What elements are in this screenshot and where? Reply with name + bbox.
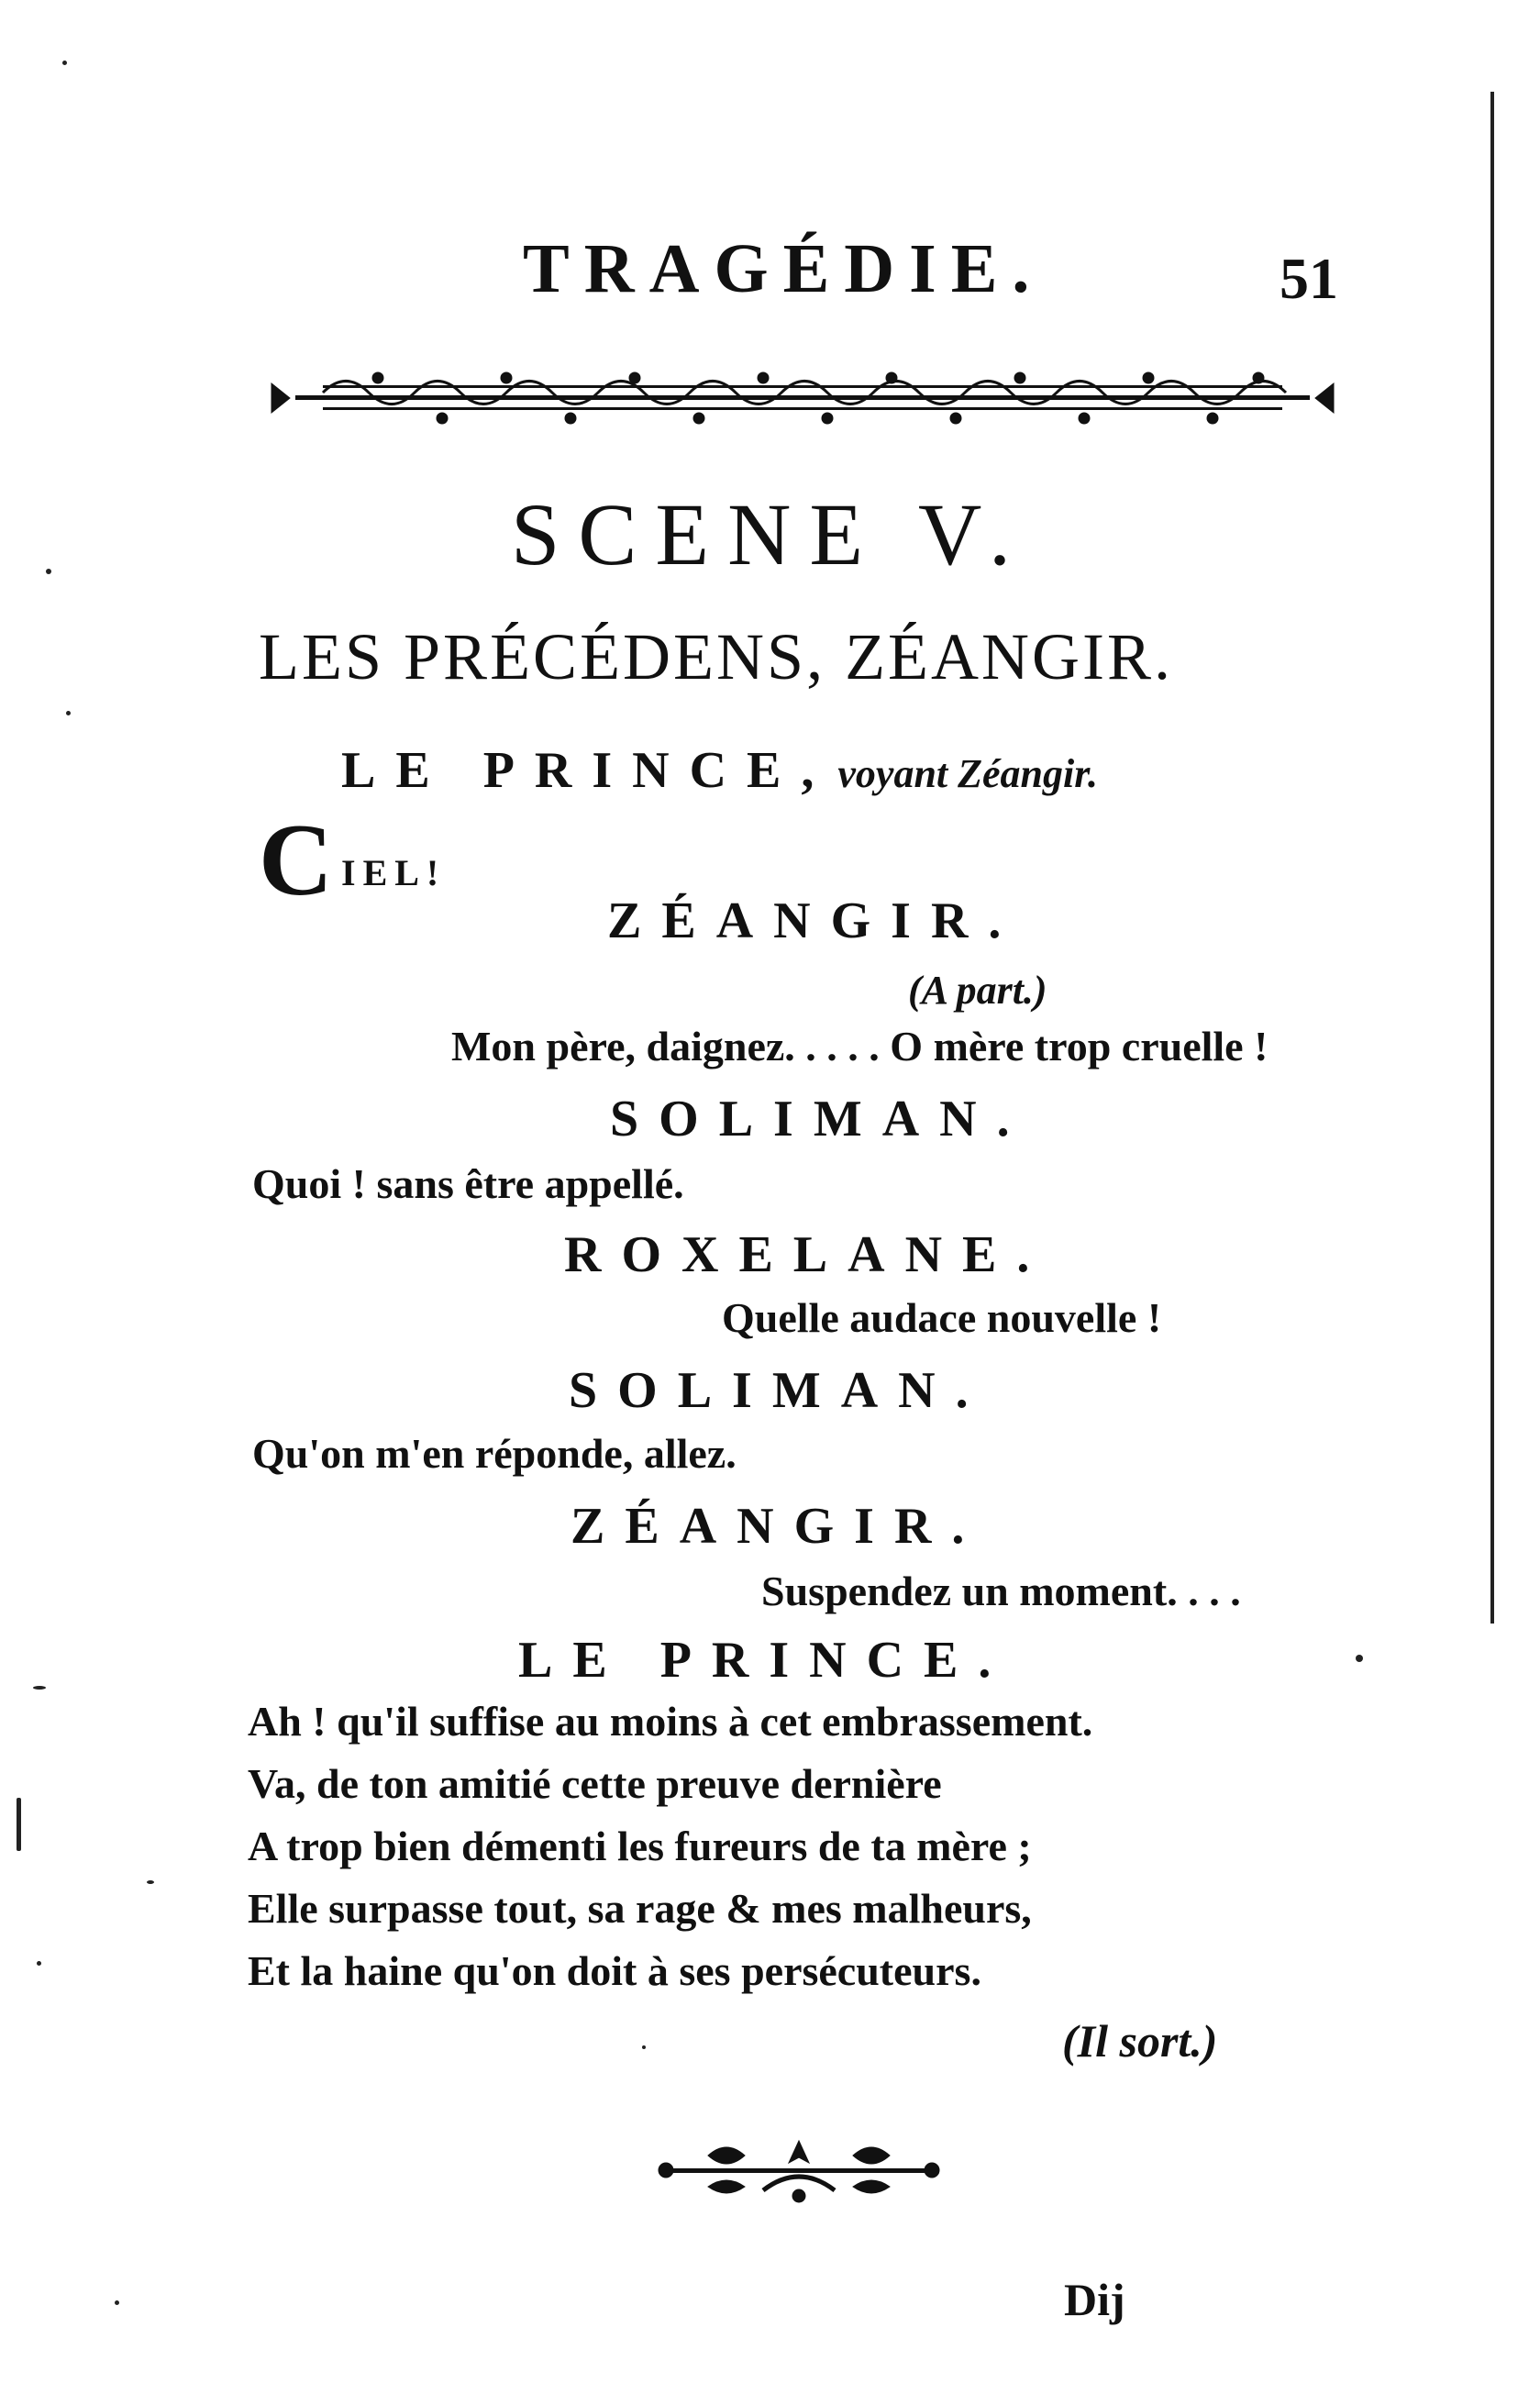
drop-cap: C	[259, 804, 333, 917]
scene-title-word: SCENE	[511, 485, 882, 583]
scene-characters: LES PRÉCÉDENS, ZÉANGIR.	[259, 620, 1174, 693]
speaker-name: ROXELANE.	[564, 1226, 1050, 1283]
speaker-name: ZÉANGIR.	[607, 892, 1022, 949]
speaker-name: LE PRINCE.	[518, 1632, 1012, 1689]
scene-title-numeral: V.	[918, 485, 1029, 583]
verse-line: IEL!	[341, 852, 447, 893]
page-edge-rule	[1490, 92, 1494, 1624]
speaker-name: LE PRINCE,	[341, 742, 835, 799]
scan-speck	[33, 1686, 46, 1690]
page-number: 51	[1280, 246, 1338, 311]
verse-line: A trop bien démenti les fureurs de ta mère ;	[248, 1823, 1032, 1869]
running-title: TRAGÉDIE.	[523, 230, 1045, 307]
scan-speck	[17, 1798, 21, 1851]
verse-line: Elle surpasse tout, sa rage & mes malheurs,	[248, 1885, 1032, 1932]
speech-heading	[341, 742, 1098, 799]
scan-speck	[1356, 1655, 1363, 1662]
verse-line: Quoi ! sans être appellé.	[252, 1160, 684, 1207]
speaker-name: ZÉANGIR.	[571, 1498, 985, 1555]
scan-speck	[147, 1880, 154, 1884]
speaker-name: SOLIMAN.	[569, 1362, 989, 1419]
verse-line: Va, de ton amitié cette preuve dernière	[248, 1760, 942, 1807]
tailpiece-ornament	[653, 2135, 945, 2207]
scan-speck	[115, 2300, 119, 2305]
headpiece-ornament	[268, 365, 1337, 431]
stage-direction: (A part.)	[908, 968, 1047, 1013]
verse-line: Quelle audace nouvelle !	[722, 1294, 1162, 1341]
scan-speck	[46, 569, 51, 574]
signature-mark: Dij	[1064, 2274, 1125, 2325]
verse-line: Mon père, daignez. . . . . O mère trop cruelle !	[451, 1023, 1269, 1070]
scan-speck	[66, 711, 71, 715]
verse-line: Qu'on m'en réponde, allez.	[252, 1430, 737, 1477]
scene-title	[0, 485, 1540, 583]
verse-line: Et la haine qu'on doit à ses persécuteurs.	[248, 1947, 981, 1994]
scan-speck	[62, 61, 67, 65]
scan-speck	[37, 1961, 41, 1966]
verse-line: Ah ! qu'il suffise au moins à cet embrassement.	[248, 1698, 1093, 1745]
stage-direction: (Il sort.)	[1062, 2015, 1218, 2067]
stage-direction: voyant Zéangir.	[837, 751, 1098, 796]
verse-line: Suspendez un moment. . . .	[761, 1568, 1241, 1614]
scan-speck	[642, 2045, 646, 2049]
speaker-name: SOLIMAN.	[610, 1091, 1030, 1147]
